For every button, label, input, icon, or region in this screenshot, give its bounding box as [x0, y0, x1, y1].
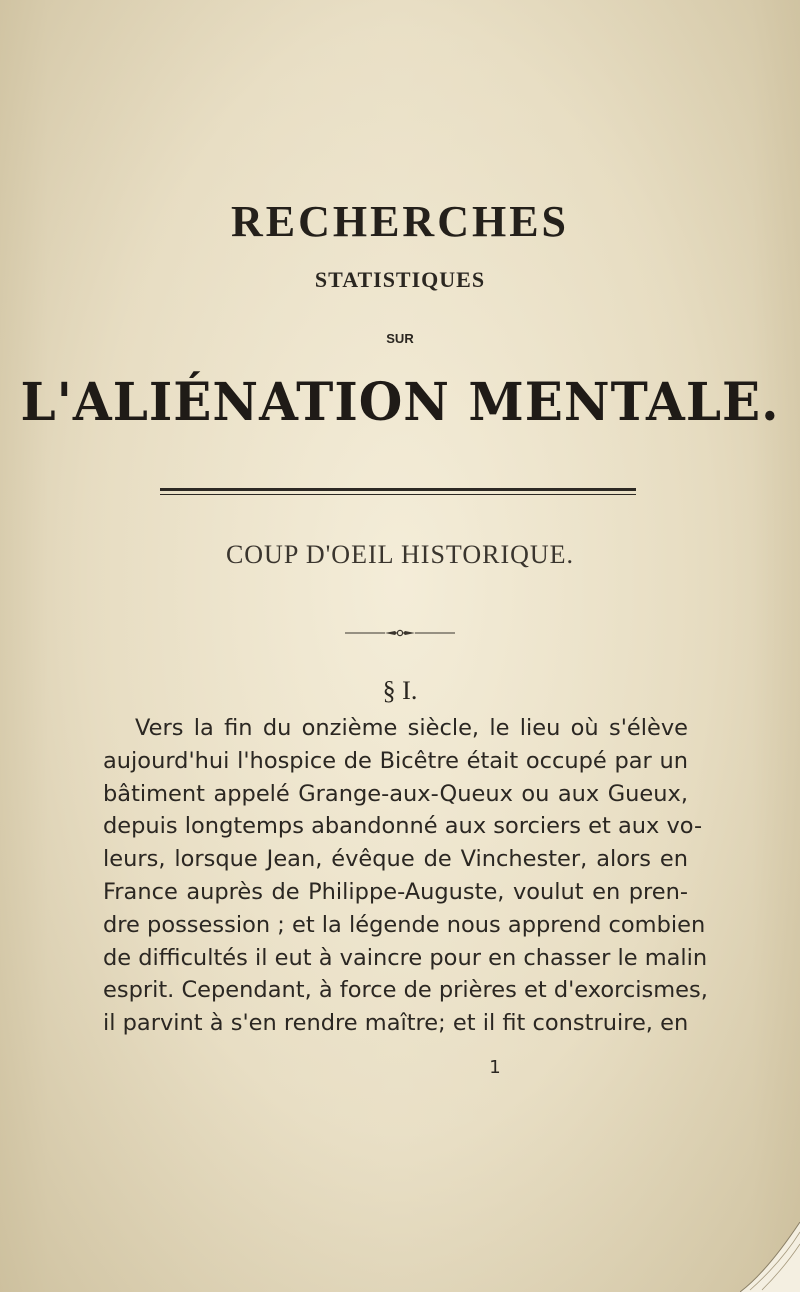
ornament-divider-icon: [345, 628, 455, 638]
title-statistiques: STATISTIQUES: [314, 267, 486, 292]
paragraph-line: esprit. Cependant, à force de prières et d'exorcismes,: [103, 977, 708, 1004]
paragraph-line: dre possession ; et la légende nous apprend combien: [103, 911, 706, 938]
paragraph-line: Vers la fin du onzième siècle, le lieu où s'élève: [135, 715, 688, 741]
title-rule-thin: [160, 494, 636, 495]
section-number: § I.: [382, 676, 418, 705]
paragraph-line: il parvint à s'en rendre maître; et il fit construire, en: [103, 1010, 689, 1037]
page-number: 1: [489, 1057, 501, 1078]
body-paragraph: [103, 712, 708, 1040]
title-alienation-mentale: L'ALIÉNATION MENTALE.: [20, 370, 780, 433]
paragraph-line: leurs, lorsque Jean, évêque de Vinchester, alors en: [103, 846, 688, 873]
paragraph-line: aujourd'hui l'hospice de Bicêtre était occupé par un: [103, 747, 688, 774]
title-recherches: RECHERCHES: [230, 197, 570, 246]
title-rule-thick: [160, 488, 636, 491]
title-sur: SUR: [386, 331, 414, 346]
paragraph-line: bâtiment appelé Grange-aux-Queux ou aux Gueux,: [103, 780, 688, 807]
paragraph-line: France auprès de Philippe-Auguste, voulut en pren-: [103, 878, 688, 905]
subheading-coup-doeil: COUP D'OEIL HISTORIQUE.: [225, 540, 575, 569]
paragraph-line: depuis longtemps abandonné aux sorciers et aux vo-: [103, 813, 703, 840]
paragraph-line: de difficultés il eut à vaincre pour en chasser le malin: [103, 944, 708, 971]
page-curl-icon: [740, 1222, 800, 1292]
